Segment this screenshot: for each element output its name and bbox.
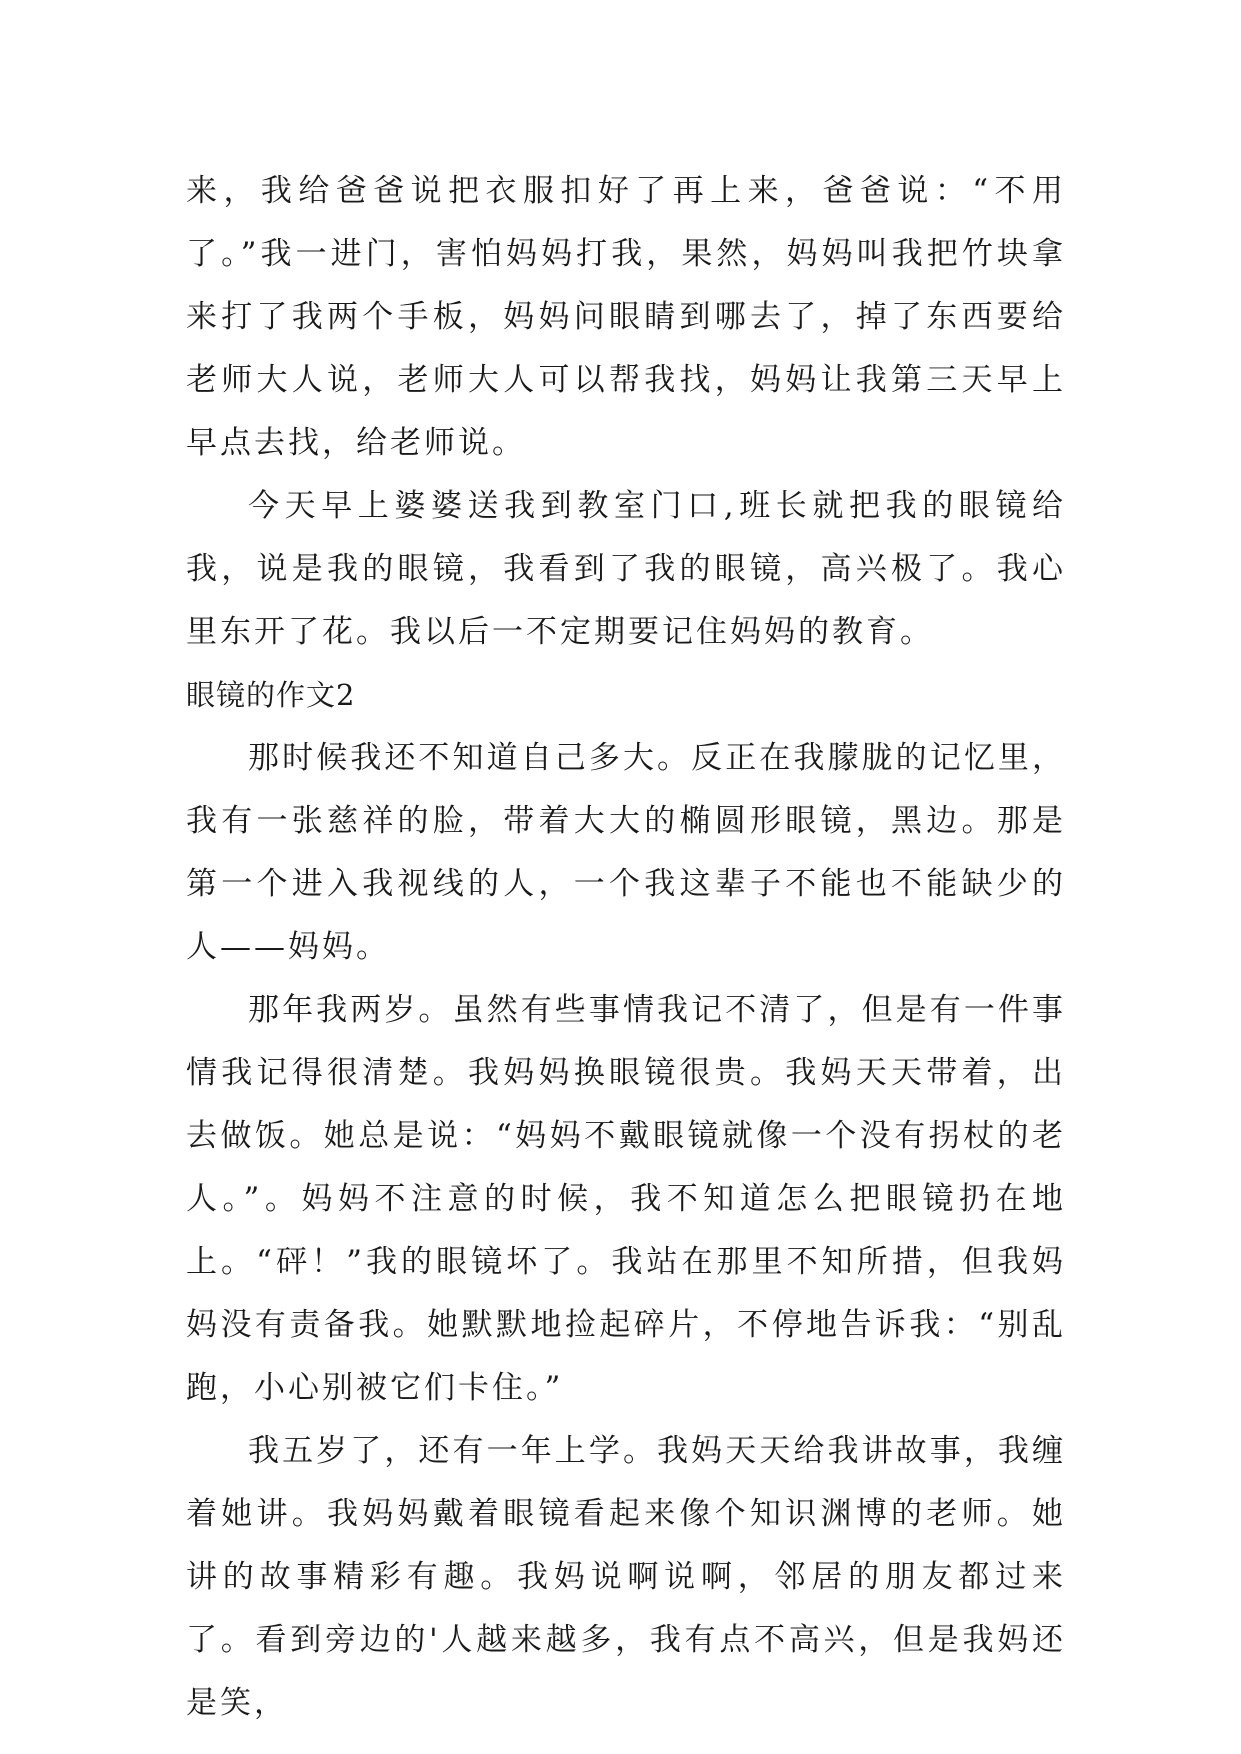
section-heading: 眼镜的作文2: [186, 678, 356, 712]
paragraph-glasses-returned: 今天早上婆婆送我到教室门口,班长就把我的眼镜给我，说是我的眼镜，我看到了我的眼镜，高兴极了。我心里东开了花。我以后一不定期要记住妈妈的教育。: [186, 488, 1066, 650]
paragraph-mother-memory: 那时候我还不知道自己多大。反正在我朦胧的记忆里，我有一张慈祥的脸，带着大大的椭圆形眼镜，黑边。那是第一个进入我视线的人，一个我这辈子不能也不能缺少的人——妈妈。: [186, 740, 1066, 965]
paragraph-storytelling: 我五岁了，还有一年上学。我妈天天给我讲故事，我缠着她讲。我妈妈戴着眼镜看起来像个知识渊博的老师。她讲的故事精彩有趣。我妈说啊说啊，邻居的朋友都过来了。看到旁边的'人越来越多，我有点不高兴，但是我妈还是笑，: [186, 1433, 1066, 1721]
paragraph-broken-glasses: 那年我两岁。虽然有些事情我记不清了，但是有一件事情我记得很清楚。我妈妈换眼镜很贵。我妈天天带着，出去做饭。她总是说：“妈妈不戴眼镜就像一个没有拐杖的老人。”。妈妈不注意的时候，我不知道怎么把眼镜扔在地上。“砰！”我的眼镜坏了。我站在那里不知所措，但我妈妈没有责备我。她默默地捡起碎片，不停地告诉我：“别乱跑，小心别被它们卡住。”: [186, 992, 1066, 1406]
document-page: [186, 160, 1066, 1735]
continuation-paragraph: 来，我给爸爸说把衣服扣好了再上来，爸爸说：“不用了。”我一进门，害怕妈妈打我，果然，妈妈叫我把竹块拿来打了我两个手板，妈妈问眼睛到哪去了，掉了东西要给老师大人说，老师大人可以帮我找，妈妈让我第三天早上早点去找，给老师说。: [186, 173, 1066, 461]
